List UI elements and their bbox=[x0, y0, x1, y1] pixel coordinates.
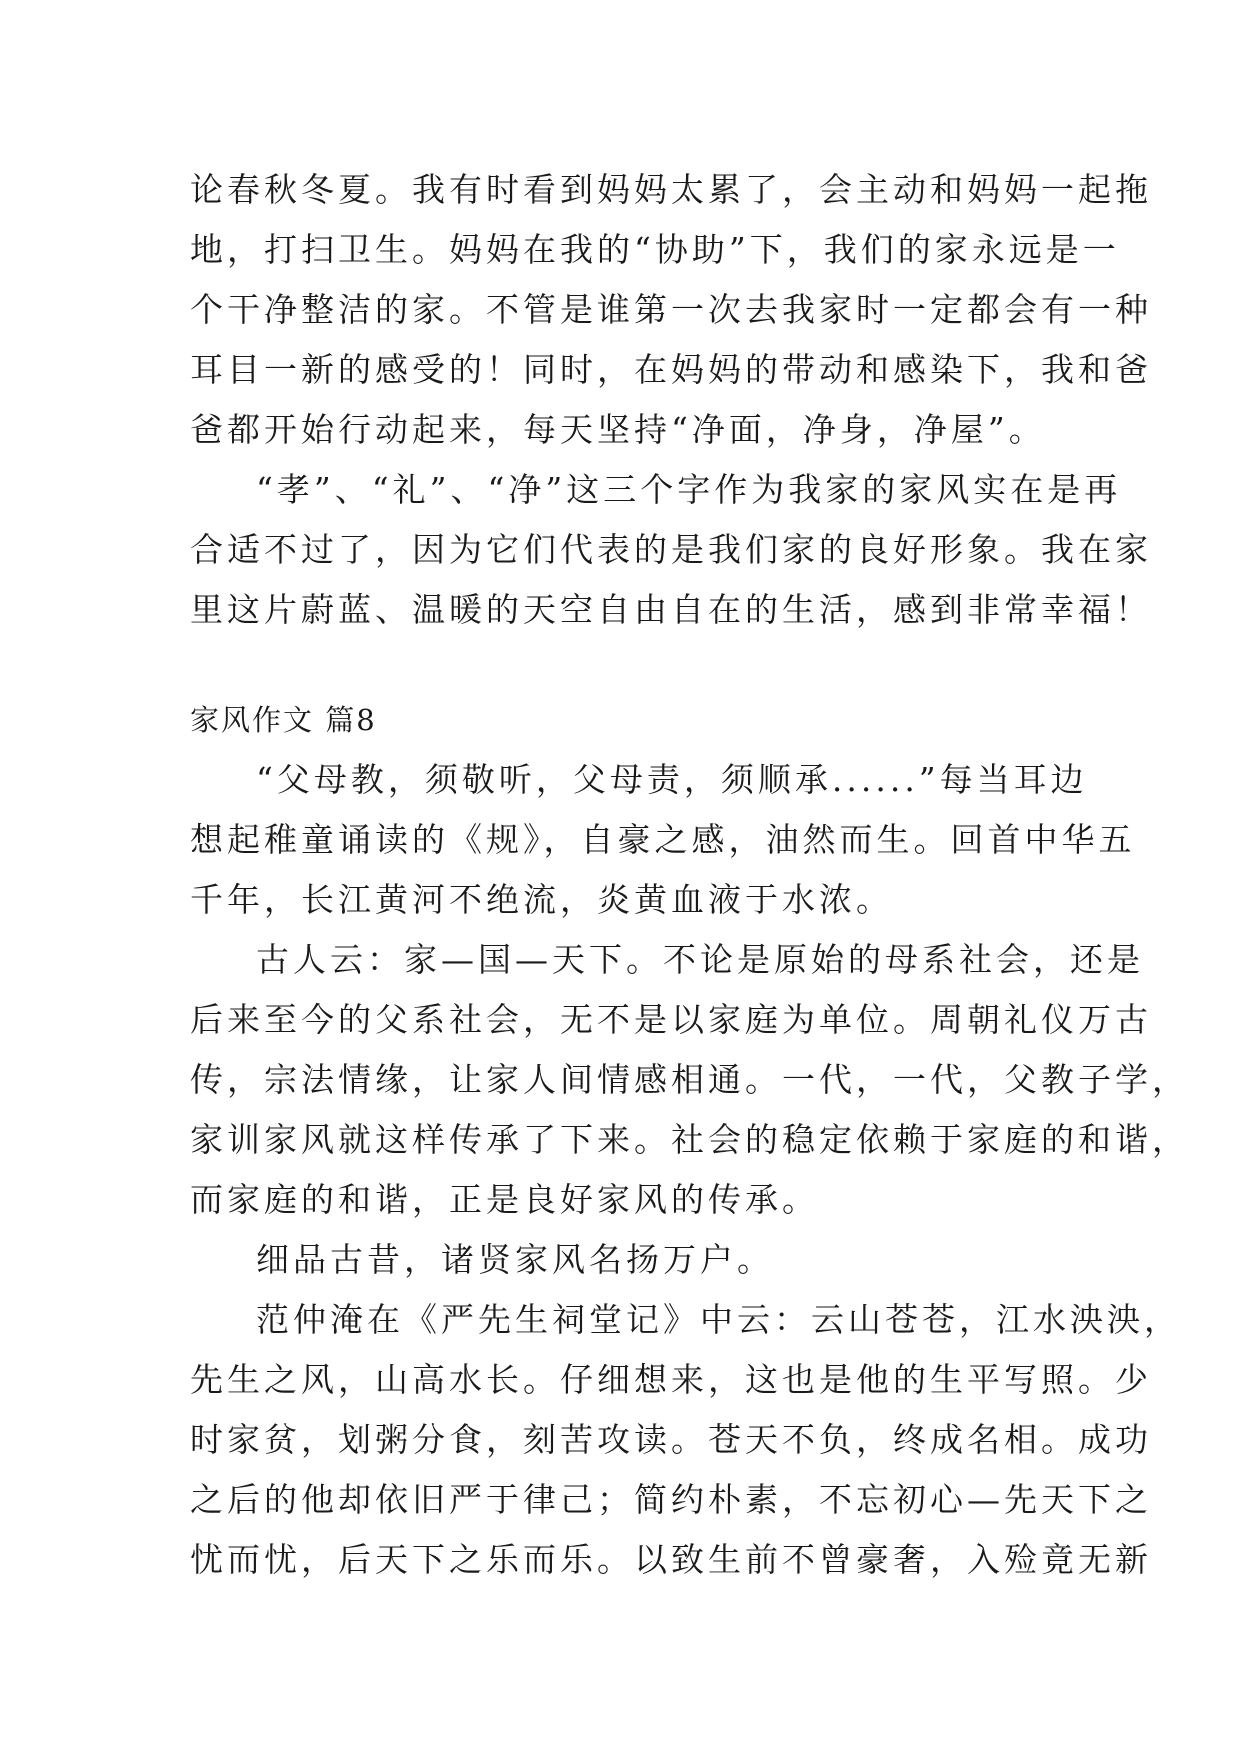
text-line: 耳目一新的感受的！同时，在妈妈的带动和感染下，我和爸 bbox=[190, 350, 1152, 389]
text-line: 而家庭的和谐，正是良好家风的传承。 bbox=[190, 1180, 819, 1219]
text-line: 千年，长江黄河不绝流，炎黄血液于水浓。 bbox=[190, 880, 893, 919]
text-line: 先生之风，山高水长。仔细想来，这也是他的生平写照。少 bbox=[190, 1360, 1152, 1399]
text-line: 范仲淹在《严先生祠堂记》中云：云山苍苍，江水泱泱， bbox=[256, 1300, 1181, 1339]
text-line: 家训家风就这样传承了下来。社会的稳定依赖于家庭的和谐， bbox=[190, 1120, 1189, 1159]
text-line: 传，宗法情缘，让家人间情感相通。一代，一代，父教子学， bbox=[190, 1060, 1189, 1099]
text-line: 细品古昔，诸贤家风名扬万户。 bbox=[256, 1240, 774, 1279]
document-page bbox=[190, 160, 1189, 1590]
text-line: 之后的他却依旧严于律己；简约朴素，不忘初心—先天下之 bbox=[190, 1480, 1152, 1519]
paragraph-fan-zhongyan bbox=[190, 1290, 1181, 1590]
paragraph-conclusion bbox=[190, 460, 1152, 640]
text-line: 时家贫，划粥分食，刻苦攻读。苍天不负，终成名相。成功 bbox=[190, 1420, 1152, 1459]
text-line: 合适不过了，因为它们代表的是我们家的良好形象。我在家 bbox=[190, 530, 1152, 569]
text-line: 论春秋冬夏。我有时看到妈妈太累了，会主动和妈妈一起拖 bbox=[190, 170, 1152, 209]
text-line: “父母教，须敬听，父母责，须顺承......”每当耳边 bbox=[256, 760, 1088, 799]
text-line: 爸都开始行动起来，每天坚持“净面，净身，净屋”。 bbox=[190, 410, 1046, 449]
text-line: 地，打扫卫生。妈妈在我的“协助”下，我们的家永远是一 bbox=[190, 230, 1120, 269]
paragraph-ancient-sages bbox=[190, 1230, 1050, 1290]
paragraph-intro-quote bbox=[190, 750, 1136, 930]
text-line: 里这片蔚蓝、温暖的天空自由自在的生活，感到非常幸福！ bbox=[190, 590, 1152, 629]
text-line: 个干净整洁的家。不管是谁第一次去我家时一定都会有一种 bbox=[190, 290, 1152, 329]
section-heading: 家风作文 篇8 bbox=[190, 703, 377, 737]
text-line: 忧而忧，后天下之乐而乐。以致生前不曾豪奢，入殓竟无新 bbox=[190, 1540, 1152, 1579]
text-line: 古人云：家—国—天下。不论是原始的母系社会，还是 bbox=[256, 940, 1144, 979]
text-line: “孝”、“礼”、“净”这三个字作为我家的家风实在是再 bbox=[256, 470, 1122, 509]
paragraph-family-nation bbox=[190, 930, 1189, 1230]
text-line: 想起稚童诵读的《规》，自豪之感，油然而生。回首中华五 bbox=[190, 820, 1136, 859]
section-spacer bbox=[190, 640, 1050, 690]
text-line: 后来至今的父系社会，无不是以家庭为单位。周朝礼仪万古 bbox=[190, 1000, 1152, 1039]
paragraph-family-cleanliness bbox=[190, 160, 1152, 460]
